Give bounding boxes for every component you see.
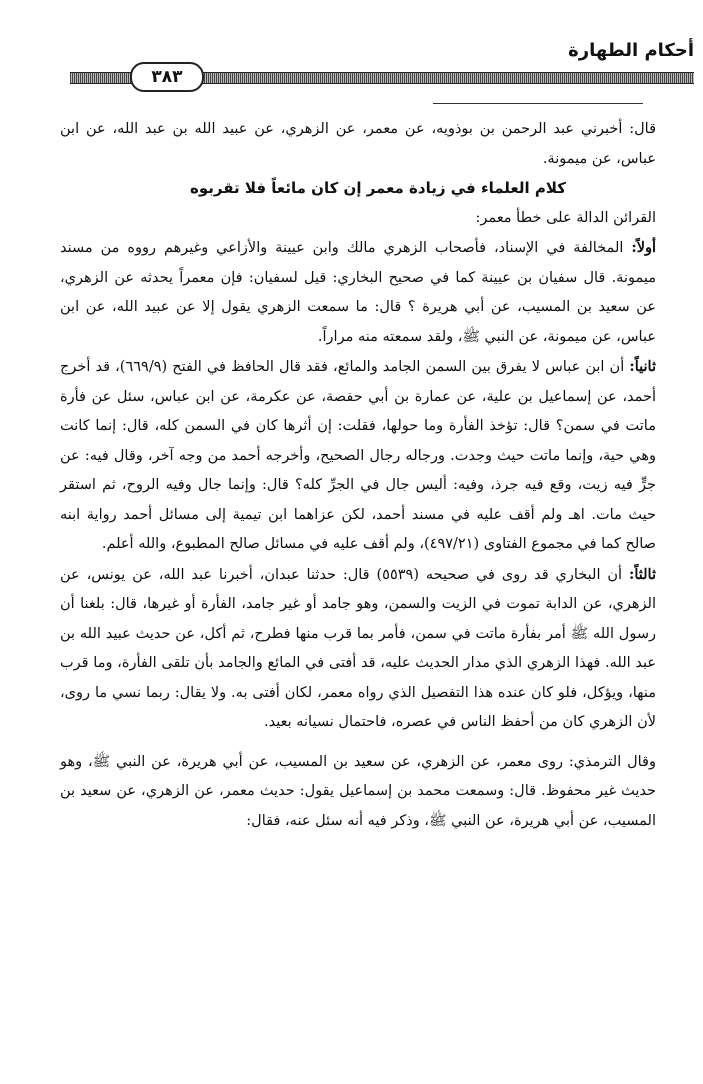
paragraph-citation: قال: أخبرني عبد الرحمن بن بوذويه، عن معمر، عن الزهري، عن عبيد الله بن عبد الله، عن ابن عباس، عن ميمونة.	[60, 121, 656, 167]
page-number: ٣٨٣	[130, 62, 204, 92]
paragraph-third-text: أن البخاري قد روى في صحيحه (٥٥٣٩) قال: حدثنا عبدان، أخبرنا عبد الله، عن يونس، عن الزهري، عن الدابة تموت في الزيت والسمن، وهو جامد أو غير جامد، الفأرة أو غيرها، قال: بلغنا أن رسول الله ﷺ أمر بفأرة ماتت في سمن، فأمر بما قرب منها فطرح، ثم أكل، عن حديث عبيد الله بن عبد الله. فهذا الزهري الذي مدار الحديث عليه، قد أفتى في المائع والجامد بأن تلقى الفأرة، وما قرب منها، ويؤكل، فلو كان عنده هذا التفصيل الذي رواه معمر، لكان أفتى به. ولا يقال: ربما نسي ما روى، لأن الزهري كان من أحفظ الناس في عصره، فاحتمال نسيانه بعيد.	[60, 566, 656, 730]
paragraph-third	[60, 560, 656, 738]
intro-line: القرائن الدالة على خطأ معمر:	[475, 209, 656, 226]
point-label-first: أولاً:	[631, 239, 656, 256]
paragraph-first-text: المخالفة في الإسناد، فأصحاب الزهري مالك وابن عيينة والأزاعي وغيرهم رووه من مسند ميمونة. قال سفيان بن عيينة كما في صحيح البخاري: قيل لسفيان: فإن معمراً يحدثه عن الزهري، عن سعيد بن المسيب، عن أبي هريرة ؟ قال: ما سمعت الزهري يقول إلا عن عبيد الله، عن ابن عباس، عن ميمونة، عن النبي ﷺ، ولقد سمعته منه مراراً.	[60, 240, 656, 345]
paragraph-first	[60, 233, 656, 352]
paragraph-second-text: أن ابن عباس لا يفرق بين السمن الجامد والمائع، فقد قال الحافظ في الفتح (٦٦٩/٩)، قد أخرج أحمد، عن إسماعيل بن علية، عن عمارة بن أبي حفصة، عن عكرمة، عن ابن عباس، سئل عن فأرة ماتت في سمن؟ قال: تؤخذ الفأرة وما حولها، فقلت: إن أثرها كان في السمن كله، قال: إنما كانت وهي حية، وإنما ماتت حيث وجدت. ورجاله رجال الصحيح، وأخرجه أحمد من وجه آخر، وقال فيه: عن جرٍّ فيه زيت، وقع فيه جرذ، وفيه: أليس جال في الجرِّ كله؟ قال: وإنما جال وفيه الروح، ثم استقر حيث مات. اهـ ولم أقف عليه في مسند أحمد، لكن عزاهما ابن تيمية إلى مسائل أحمد رواية ابنه صالح كما في مجموع الفتاوى (٤٩٧/٢١)، ولم أقف عليه في مسائل صالح المطبوع، والله أعلم.	[60, 359, 656, 552]
spacer	[60, 738, 656, 748]
page-header	[70, 28, 694, 98]
point-label-second: ثانياً:	[629, 358, 656, 375]
separator-line	[433, 103, 643, 104]
paragraph-tirmidhi: وقال الترمذي: روى معمر، عن الزهري، عن سعيد بن المسيب، عن أبي هريرة، عن النبي ﷺ، وهو حديث غير محفوظ. قال: وسمعت محمد بن إسماعيل يقول: حديث معمر، عن الزهري، عن سعيد بن المسيب، عن أبي هريرة، عن النبي ﷺ، وذكر فيه أنه سئل عنه، فقال:	[60, 753, 656, 829]
paragraph-second	[60, 352, 656, 560]
book-title: أحكام الطهارة	[568, 40, 694, 61]
page-body	[60, 115, 656, 836]
point-label-third: ثالثاً:	[628, 565, 657, 583]
section-heading: كلام العلماء في زيادة معمر إن كان مائعاً فلا تقربوه	[189, 179, 567, 197]
